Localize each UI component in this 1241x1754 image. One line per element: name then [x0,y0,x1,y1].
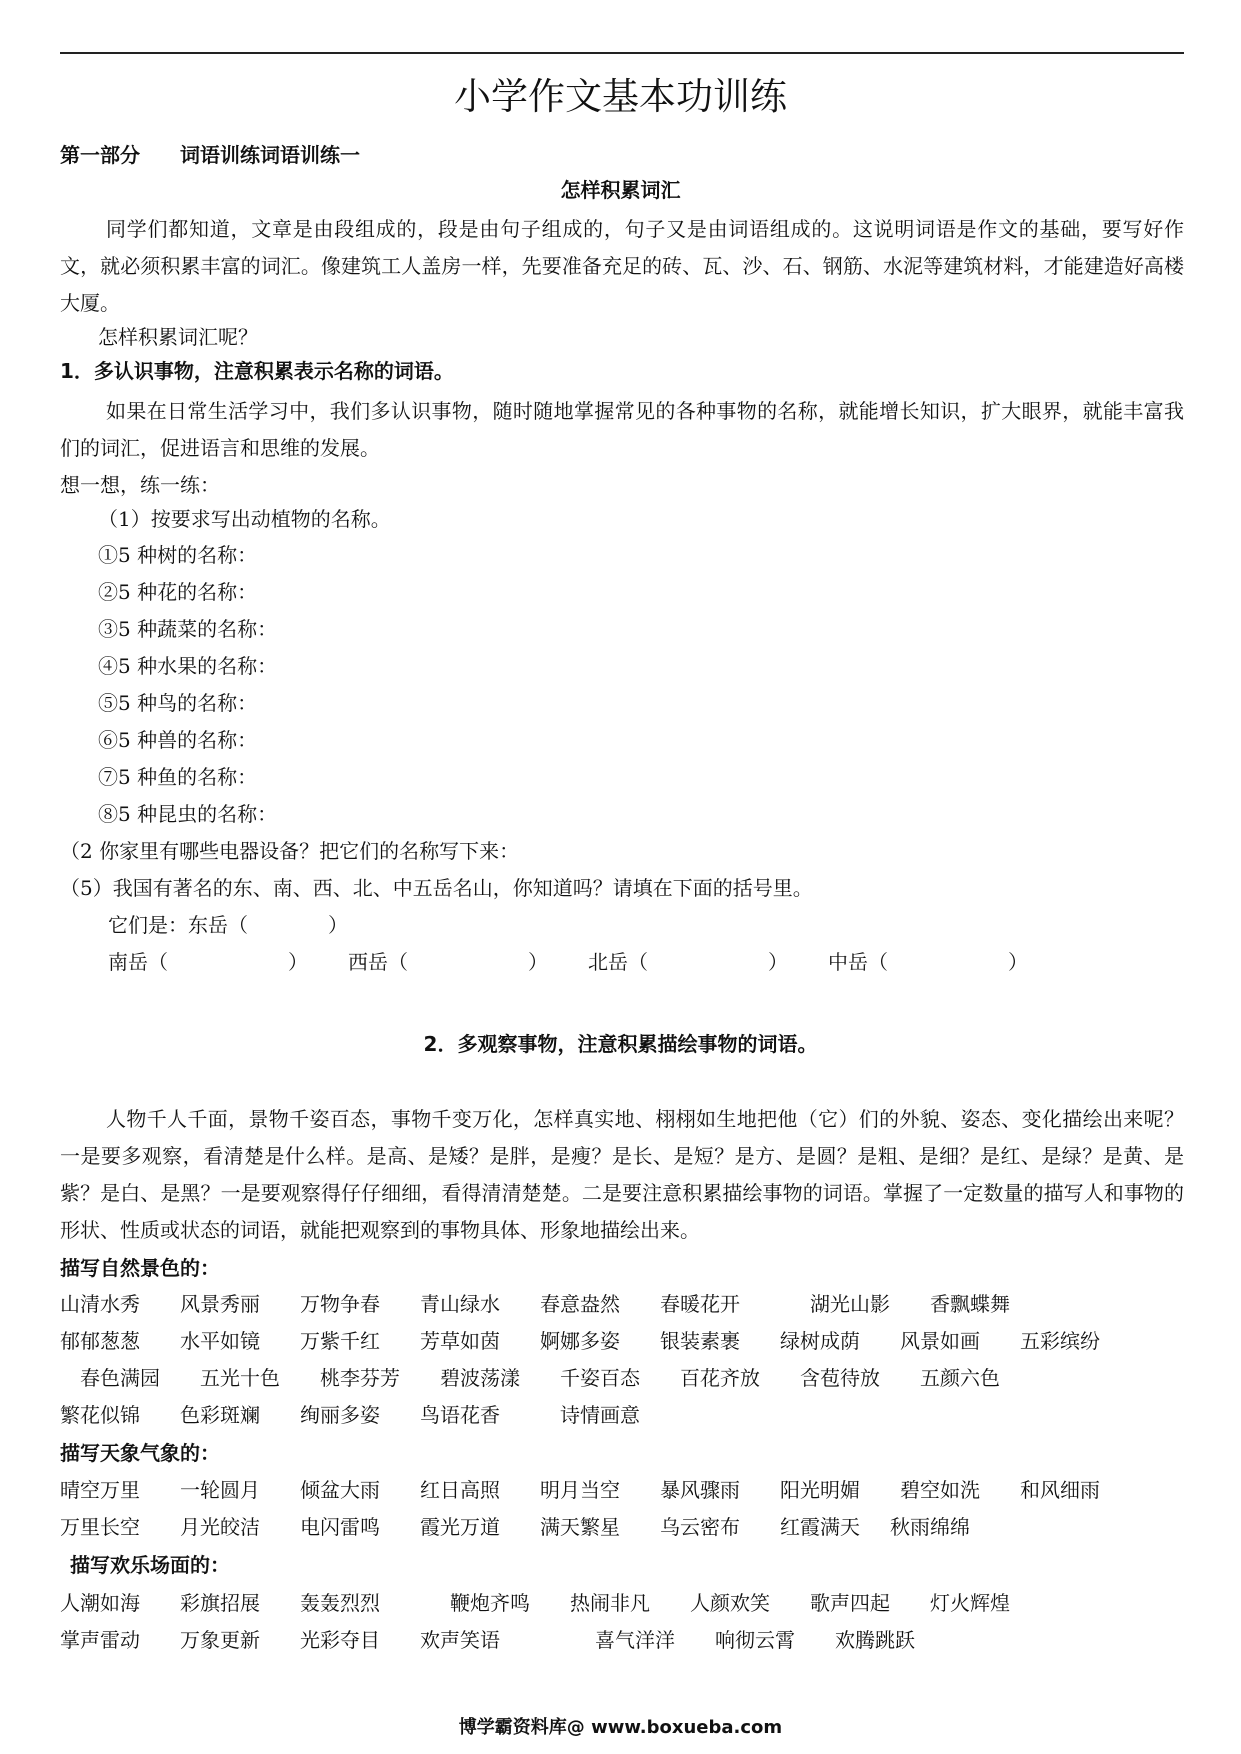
exercise-item: ①5 种树的名称： [98,543,258,567]
word-item: 湖光山影 [810,1292,890,1316]
word-item: 人颜欢笑 [690,1591,770,1615]
word-item: 绿树成荫 [780,1329,860,1353]
word-item: 五光十色 [200,1366,280,1390]
section2-paragraph: 人物千人千面，景物千姿百态，事物千变万化，怎样真实地、栩栩如生地把他（它）们的外貌、姿态、变化描绘出来呢？一是要多观察，看清楚是什么样。是高、是矮？是胖，是瘦？是长、是短？是方、是圆？是粗、是细？是红、是绿？是黄、是紫？是白、是黑？一是要观察得仔仔细细，看得清清楚楚。二是要注意积累描绘事物的词语。掌握了一定数量的描写人和事物的形状、性质或状态的词语，就能把观察到的事物具体、形象地描绘出来。 [60,1107,1184,1242]
word-item: 人潮如海 [60,1591,140,1615]
weather-label: 描写天象气象的： [60,1441,220,1465]
nature-label: 描写自然景色的： [60,1256,220,1280]
word-item: 灯火辉煌 [930,1591,1010,1615]
word-item: 水平如镜 [180,1329,260,1353]
word-row [60,1401,640,1429]
word-item: 色彩斑斓 [180,1403,260,1427]
exercise-item: ④5 种水果的名称： [98,654,278,678]
word-item: 彩旗招展 [180,1591,260,1615]
intro-paragraph: 同学们都知道，文章是由段组成的，段是由句子组成的，句子又是由词语组成的。这说明词语是作文的基础，要写好作文，就必须积累丰富的词汇。像建筑工人盖房一样，先要准备充足的砖、瓦、沙、石、钢筋、水泥等建筑材料，才能建造好高楼大厦。 [60,217,1184,315]
word-item: 诗情画意 [560,1403,640,1427]
footer-watermark: 博学霸资料库@ www.boxueba.com [458,1717,783,1738]
word-item: 秋雨绵绵 [890,1515,970,1539]
word-item: 青山绿水 [420,1292,500,1316]
word-item: 含苞待放 [800,1366,880,1390]
practice-label: 想一想，练一练： [60,473,220,497]
word-item: 万紫千红 [300,1329,380,1353]
word-item: 繁花似锦 [60,1403,140,1427]
word-item: 万里长空 [60,1515,140,1539]
word-item: 鞭炮齐鸣 [450,1591,530,1615]
word-row [60,1290,1010,1318]
word-item: 鸟语花香 [420,1403,500,1427]
word-item: 暴风骤雨 [660,1478,740,1502]
section2-heading: 2．多观察事物，注意积累描绘事物的词语。 [423,1032,818,1056]
exercise5-prompt: （5）我国有著名的东、南、西、北、中五岳名山，你知道吗？请填在下面的括号里。 [60,876,813,900]
word-row [60,1513,970,1541]
section1-heading: 1．多认识事物，注意积累表示名称的词语。 [60,359,454,383]
exercise-item: ⑦5 种鱼的名称： [98,765,258,789]
header-rule [60,52,1184,54]
mountain-blank-north: 北岳（ ） [588,950,788,974]
word-item: 晴空万里 [60,1478,140,1502]
word-item: 光彩夺目 [300,1628,380,1652]
exercise1-prompt: （1）按要求写出动植物的名称。 [98,507,391,531]
word-item: 红霞满天 [780,1515,860,1539]
word-item: 绚丽多姿 [300,1403,380,1427]
sub-heading: 怎样积累词汇 [560,178,681,202]
word-item: 百花齐放 [680,1366,760,1390]
word-item: 万象更新 [180,1628,260,1652]
word-item: 明月当空 [540,1478,620,1502]
word-item: 春暖花开 [660,1292,740,1316]
word-row [60,1626,915,1654]
mountain-blank-center: 中岳（ ） [828,950,1028,974]
word-item: 香飘蝶舞 [930,1292,1010,1316]
word-item: 热闹非凡 [570,1591,650,1615]
page-title: 小学作文基本功训练 [454,75,787,118]
word-item: 电闪雷鸣 [300,1515,380,1539]
exercise-item: ③5 种蔬菜的名称： [98,617,278,641]
exercise-item: ⑥5 种兽的名称： [98,728,258,752]
word-item: 银装素裹 [660,1329,740,1353]
word-item: 山清水秀 [60,1292,140,1316]
word-item: 碧波荡漾 [440,1366,520,1390]
word-row [60,1589,1010,1617]
word-item: 响彻云霄 [715,1628,795,1652]
word-item: 芳草如茵 [420,1329,500,1353]
word-item: 红日高照 [420,1478,500,1502]
mountains-row [108,948,1028,976]
word-row [60,1476,1100,1504]
word-item: 桃李芬芳 [320,1366,400,1390]
mountain-blank-south: 南岳（ ） [108,950,308,974]
word-item: 春色满园 [80,1366,160,1390]
word-item: 欢腾跳跃 [835,1628,915,1652]
word-item: 月光皎洁 [180,1515,260,1539]
word-item: 千姿百态 [560,1366,640,1390]
word-item: 掌声雷动 [60,1628,140,1652]
mountains-line1: 它们是：东岳（ ） [108,913,348,937]
word-item: 春意盎然 [540,1292,620,1316]
word-item: 婀娜多姿 [540,1329,620,1353]
word-item: 郁郁葱葱 [60,1329,140,1353]
word-item: 喜气洋洋 [595,1628,675,1652]
exercise-item: ⑧5 种昆虫的名称： [98,802,278,826]
question-line: 怎样积累词汇呢？ [98,325,258,349]
mountain-blank-west: 西岳（ ） [348,950,548,974]
word-item: 霞光万道 [420,1515,500,1539]
word-item: 风景如画 [900,1329,980,1353]
part-heading: 第一部分 词语训练词语训练一 [60,143,360,167]
word-item: 五彩缤纷 [1020,1329,1100,1353]
section1-paragraph: 如果在日常生活学习中，我们多认识事物，随时随地掌握常见的各种事物的名称，就能增长知识，扩大眼界，就能丰富我们的词汇，促进语言和思维的发展。 [60,399,1184,460]
word-item: 欢声笑语 [420,1628,500,1652]
word-item: 满天繁星 [540,1515,620,1539]
word-item: 歌声四起 [810,1591,890,1615]
word-item: 阳光明媚 [780,1478,860,1502]
exercise2-prompt: （2 你家里有哪些电器设备？把它们的名称写下来： [60,839,520,863]
word-item: 风景秀丽 [180,1292,260,1316]
word-item: 乌云密布 [660,1515,740,1539]
word-item: 轰轰烈烈 [300,1591,380,1615]
word-item: 和风细雨 [1020,1478,1100,1502]
word-row [60,1327,1100,1355]
exercise-item: ⑤5 种鸟的名称： [98,691,258,715]
word-item: 万物争春 [300,1292,380,1316]
word-item: 五颜六色 [920,1366,1000,1390]
exercise-item: ②5 种花的名称： [98,580,258,604]
word-item: 倾盆大雨 [300,1478,380,1502]
word-item: 一轮圆月 [180,1478,260,1502]
word-item: 碧空如洗 [900,1478,980,1502]
joy-label: 描写欢乐场面的： [70,1553,230,1577]
word-row [80,1364,1000,1392]
